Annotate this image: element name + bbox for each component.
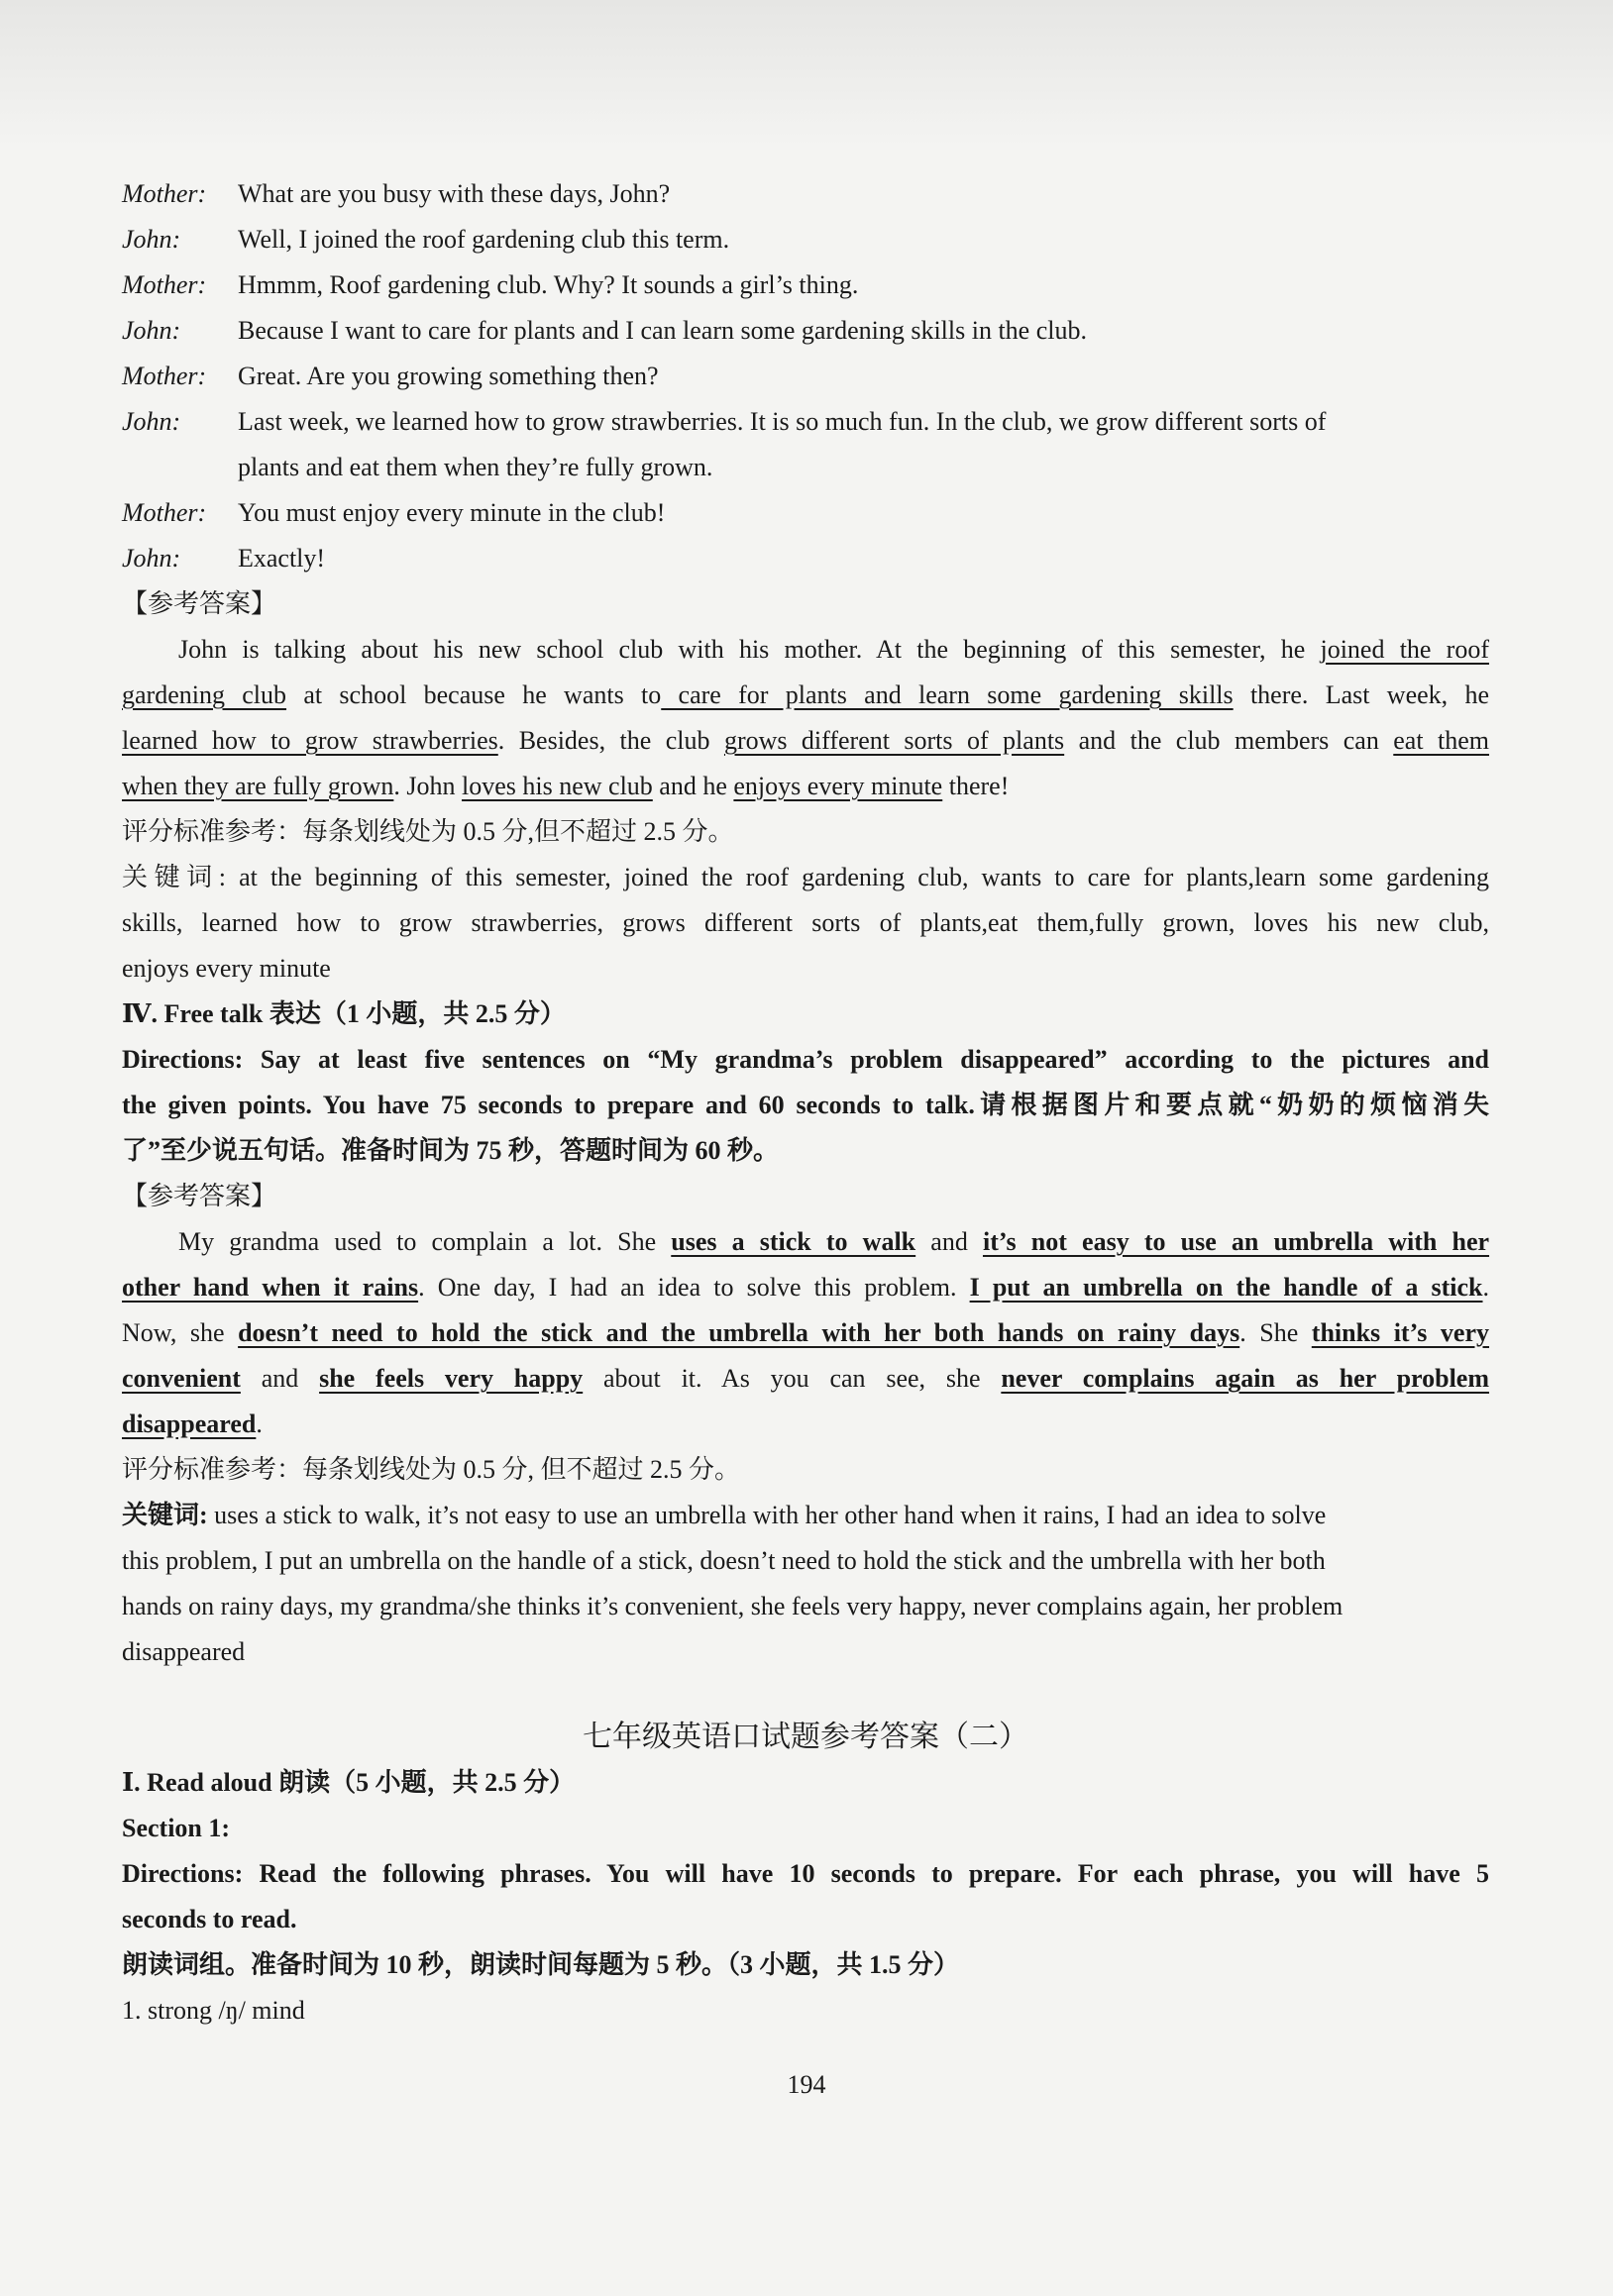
directions-line: the given points. You have 75 seconds to prepare and 60 seconds to talk.请根据图片和要点就“奶奶的烦恼消失 [122,1091,1489,1119]
keywords-line: disappeared [122,1637,246,1666]
answer-line [122,1265,1489,1310]
answer-text: Now, she [122,1318,239,1347]
speaker: Mother: [122,498,207,527]
utterance: Because I want to care for plants and I can learn some gardening skills in the club. [238,316,1087,345]
directions-line: Directions: Say at least five sentences on “My grandma’s problem disappeared” according to the pictures and [122,1045,1489,1074]
speaker: John: [122,407,181,436]
answer-text: there! [942,772,1010,800]
section-heading: Ⅳ. Free talk 表达（1 小题，共 2.5 分） [122,999,566,1028]
answer-text: at school because he wants to [286,680,662,709]
keywords-label: 关键词: [122,863,226,891]
answer-line [122,673,1489,718]
answer-text: and he [652,772,734,800]
underlined-phrase: loves his new club [461,772,653,800]
dialogue-line [122,308,1489,354]
keywords-text: uses a stick to walk, it’s not easy to use an umbrella with her other hand when it rains, I had an idea to solve [207,1501,1327,1529]
underlined-phrase: enjoys every minute [733,772,943,800]
keywords-line: this problem, I put an umbrella on the handle of a stick, doesn’t need to hold the stick and the umbrella with her both [122,1546,1326,1575]
dialogue-line [122,262,1489,308]
answer-heading: 【参考答案】 [122,589,277,618]
directions-line: 了”至少说五句话。准备时间为 75 秒，答题时间为 60 秒。 [122,1136,780,1165]
answer-text: about it. As you can see, she [583,1364,1002,1393]
answer-text: there. Last week, he [1233,680,1490,709]
dialogue-line [122,354,1489,399]
directions-line: Directions: Read the following phrases. You will have 10 seconds to prepare. For each phrase, you will have 5 [122,1859,1489,1888]
answer-text: and [240,1364,320,1393]
dialogue-line [122,399,1489,445]
underlined-phrase: when they are fully grown [122,772,394,800]
keywords-line [122,1493,1489,1538]
underlined-phrase: learned how to grow strawberries [122,726,498,755]
underlined-phrase: doesn’t need to hold the stick and the umbrella with her both hands on rainy days [238,1318,1240,1347]
keywords-text: at the beginning of this semester, joined the roof gardening club, wants to care for plants,learn some gardening [226,863,1489,891]
answer-text: John is talking about his new school club with his mother. At the beginning of this semester, he [178,635,1321,664]
underlined-phrase: joined the roof [1320,635,1489,664]
answer-text: and [915,1227,983,1256]
keywords-label: 关键词: [122,1501,208,1529]
utterance: Exactly! [238,544,326,573]
speaker [122,445,238,490]
underlined-phrase: other hand when it rains [122,1273,419,1302]
underlined-phrase: she feels very happy [319,1364,584,1393]
underlined-phrase: thinks it’s very [1311,1318,1490,1347]
underlined-phrase: convenient [122,1364,241,1393]
page-content [122,171,1489,2034]
speaker: John: [122,316,181,345]
answer-line [122,764,1489,809]
scoring-note: 评分标准参考：每条划线处为 0.5 分, 但不超过 2.5 分。 [122,1455,741,1484]
underlined-phrase: it’s not easy to use an umbrella with her [982,1227,1490,1256]
answer-text: . One day, I had an idea to solve this problem. [418,1273,970,1302]
section-subheading: Section 1: [122,1814,231,1842]
speaker: Mother: [122,362,207,390]
answer-line [122,1219,1489,1265]
answer-line [122,718,1489,764]
speaker: John: [122,544,181,573]
answer-text: My grandma used to complain a lot. She [178,1227,672,1256]
underlined-phrase: uses a stick to walk [671,1227,916,1256]
dialogue-line [122,171,1489,217]
directions-line-cn: 朗读词组。准备时间为 10 秒，朗读时间每题为 5 秒。（3 小题，共 1.5 分） [122,1950,960,1979]
dialogue-line [122,217,1489,262]
utterance: Last week, we learned how to grow strawberries. It is so much fun. In the club, we grow different sorts of [238,407,1327,436]
page-number: 194 [787,2070,826,2099]
question-item: 1. strong /ŋ/ mind [122,1996,305,2025]
scoring-note: 评分标准参考：每条划线处为 0.5 分,但不超过 2.5 分。 [122,817,734,846]
answer-text: . [256,1409,263,1438]
underlined-phrase: eat them [1393,726,1489,755]
answer-text: . [1482,1273,1489,1302]
answer-text: and the club members can [1064,726,1394,755]
dialogue-line [122,445,1489,490]
answer-line [122,627,1489,673]
utterance: Hmmm, Roof gardening club. Why? It sounds a girl’s thing. [238,270,859,299]
answer-heading: 【参考答案】 [122,1182,277,1210]
answer-text: . Besides, the club [497,726,724,755]
answer-line [122,1356,1489,1402]
underlined-phrase: I put an umbrella on the handle of a stick [969,1273,1483,1302]
keywords-line [122,855,1489,900]
underlined-phrase: grows different sorts of plants [723,726,1065,755]
keywords-line: enjoys every minute [122,954,331,983]
answer-line [122,1310,1489,1356]
dialogue-line [122,490,1489,536]
speaker: Mother: [122,270,207,299]
answer-line [122,1402,1489,1447]
underlined-phrase: care for plants and learn some gardening skills [661,680,1234,709]
underlined-phrase: disappeared [122,1409,257,1438]
utterance: Well, I joined the roof gardening club this term. [238,225,730,254]
answer-text: . She [1239,1318,1312,1347]
directions-line: seconds to read. [122,1905,297,1933]
underlined-phrase: never complains again as her problem [1001,1364,1490,1393]
utterance: What are you busy with these days, John? [238,179,671,208]
part-title: 七年级英语口试题参考答案（二） [583,1721,1028,1753]
keywords-line: hands on rainy days, my grandma/she thinks it’s convenient, she feels very happy, never complains again, her problem [122,1592,1344,1620]
scan-shadow-band [0,0,1613,149]
speaker: Mother: [122,179,207,208]
dialogue-line [122,536,1489,581]
underlined-phrase: gardening club [122,680,287,709]
keywords-line: skills, learned how to grow strawberries, grows different sorts of plants,eat them,fully grown, loves his new club, [122,908,1489,937]
utterance: You must enjoy every minute in the club! [238,498,666,527]
section-heading: Ⅰ. Read aloud 朗读（5 小题，共 2.5 分） [122,1768,576,1797]
speaker: John: [122,225,181,254]
utterance: Great. Are you growing something then? [238,362,659,390]
utterance: plants and eat them when they’re fully grown. [238,453,713,481]
answer-text: . John [393,772,462,800]
